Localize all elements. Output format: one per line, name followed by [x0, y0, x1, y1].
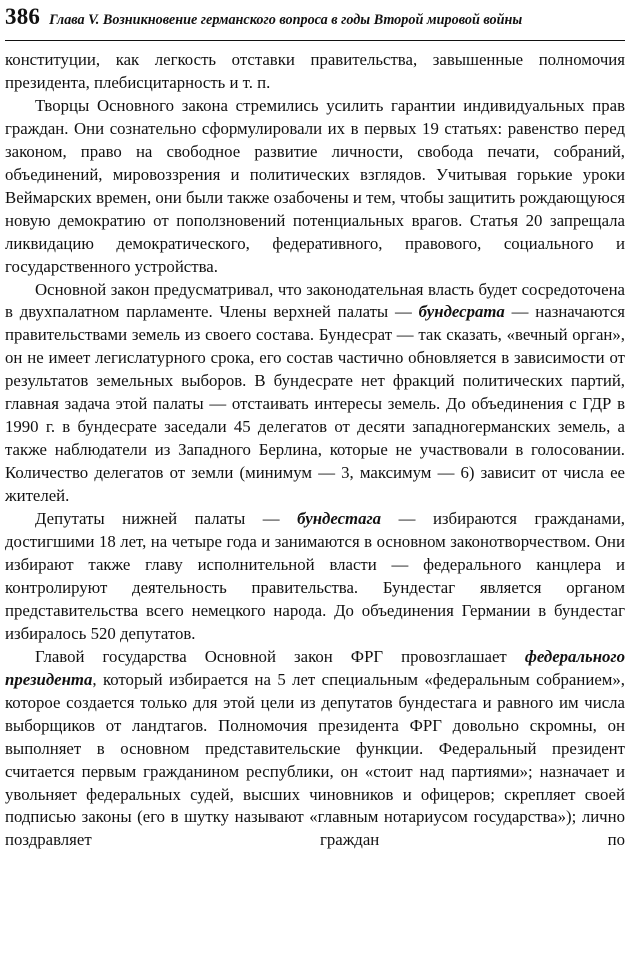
paragraph-3 [5, 279, 625, 509]
paragraph-4-text-b: — избираются гражданами, достигшими 18 лет, на четыре года и занимаются в основном законотворчеством. Они избирают также главу исполнительной власти — федерального канцлера и контролируют деятельность правительства. Бундестаг является органом представительства всего немецкого народа. До объединения Германии в бундестаг избиралось 520 депутатов. [5, 509, 625, 643]
paragraph-5-text-b: , который избирается на 5 лет специальным «федеральным собранием», которое создается только для этой цели из депутатов бундестага и равного им числа выборщиков от ландтагов. Полномочия президента ФРГ довольно скромны, он выполняет в основном представительские функции. Федеральный президент считается первым гражданином республики, он «стоит над партиями»; назначает и увольняет федеральных судей, высших чиновников и офицеров; скрепляет своей подписью законы (его в шутку называют «главным нотариусом государства»); лично поздравляет граждан по [5, 669, 625, 850]
term-bundesrat: бундесрата [418, 302, 505, 322]
paragraph-5-text-a: Главой государства Основной закон ФРГ провозглашает [35, 646, 525, 666]
paragraph-4-text-a: Депутаты нижней палаты — [35, 509, 298, 529]
paragraph-2: Творцы Основного закона стремились усилить гарантии индивидуальных прав граждан. Они сознательно сформулировали их в первых 19 статьях: равенство перед законом, право на свободное развитие личности, свобода печати, собраний, объединений, мировоззрения и политических взглядов. Учитывая горькие уроки Веймарских времен, они были также озабочены и тем, чтобы защитить рождающуюся новую демократию от поползновений потенциальных врагов. Статья 20 запрещала ликвидацию демократического, федеративного, правового, социального и государственного устройства. [5, 95, 625, 276]
page-header [5, 0, 625, 38]
paragraph-4 [5, 508, 625, 646]
page-number: 386 [5, 4, 41, 29]
paragraph-5 [5, 646, 625, 853]
header-rule [5, 40, 625, 41]
body-text [5, 49, 625, 852]
paragraph-3-text-b: — назначаются правительствами земель из своего состава. Бундесрат — так сказать, «вечный орган», он не имеет легислатурного срока, его состав частично обновляется в зависимости от результатов земельных выборов. В бундесрате нет фракций политических партий, главная задача этой палаты — отстаивать интересы земель. До объединения с ГДР в 1990 г. в бундесрате заседали 45 делегатов от десяти западногерманских земель, а также наблюдатели из Западного Берлина, которые не участвовали в голосовании. Количество делегатов от земли (минимум — 3, максимум — 6) зависит от числа ее жителей. [5, 302, 625, 506]
term-federal-president: федерального президента [5, 646, 625, 689]
term-bundestag: бундестага [297, 509, 382, 529]
paragraph-3-text-a: Основной закон предусматривал, что законодательная власть будет сосредоточена в двухпалатном парламенте. Члены верхней палаты — [5, 279, 625, 322]
paragraph-1: конституции, как легкость отставки правительства, завышенные полномочия президента, плебисцитарность и т. п. [5, 50, 625, 92]
running-head: Глава V. Возникновение германского вопроса в годы Второй мировой войны [49, 12, 523, 28]
